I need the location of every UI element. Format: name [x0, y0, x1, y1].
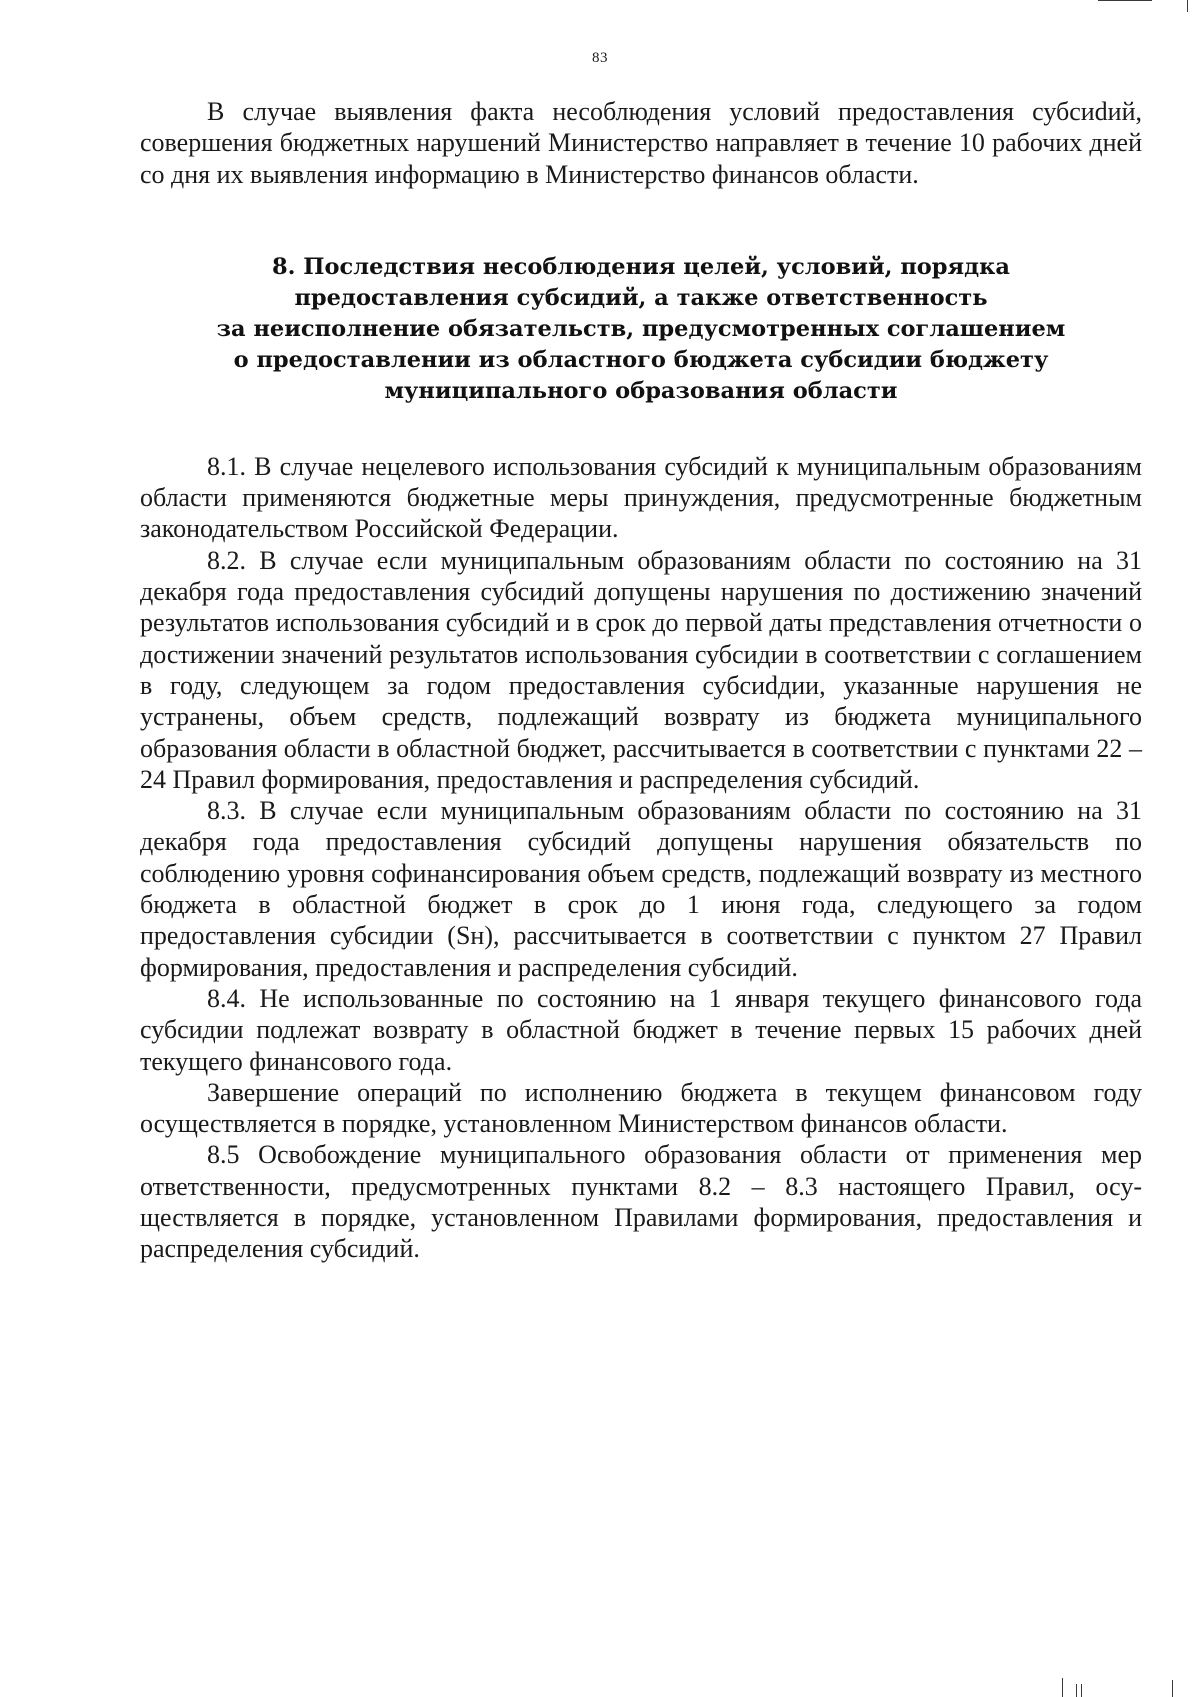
- paragraph-8-5: 8.5 Освобождение муниципального образования области от применения мер ответственности, предусмотренных пунктами 8.2 – 8.3 настоящего Правил, осуществляется в порядке, установленном Правилами формирования, предоставления и распределения субсидий.: [140, 1140, 1142, 1264]
- section-heading-line: муниципального образования области: [384, 377, 898, 404]
- scan-edge-mark: [1098, 0, 1152, 1]
- scan-edge-mark: [1081, 1684, 1082, 1697]
- paragraph-8-1: 8.1. В случае нецелевого использования субсидий к муниципальным образованиям области применяются бюджетные меры принуждения, предусмотренные бюджетным законодательством Российской Федерации.: [140, 451, 1142, 544]
- scan-edge-mark: [1062, 1678, 1063, 1697]
- paragraph-budget-completion: Завершение операций по исполнению бюджета в текущем финансовом году осуществляется в порядке, установленном Министерством финансов области.: [140, 1077, 1142, 1139]
- scan-edge-mark: [1187, 0, 1188, 12]
- page-number: 83: [592, 50, 608, 66]
- paragraph-8-2: 8.2. В случае если муниципальным образованиям области по состоянию на 31 декабря года предоставления субсидий допущены нарушения по достижению значений результатов использования субсидий и в срок до первой даты представления отчетности о достижении значений результатов использования субсидии в соответствии с соглашением в году, следующем за годом предоставления субсиdдии, указанные нарушения не устранены, объем средств, подлежащий возврату из бюджета муниципального образования области в областной бюджет, рассчитывается в соответствии с пунктами 22 – 24 Правил формирования, предоставления и распределения субсидий.: [140, 545, 1142, 794]
- section-heading-line: за неисполнение обязательств, предусмотренных соглашением: [216, 315, 1066, 342]
- section-heading-line: о предоставлении из областного бюджета субсидии бюджету: [233, 346, 1049, 373]
- document-body: [140, 96, 1142, 1265]
- paragraph-8-4: 8.4. Не использованные по состоянию на 1 января текущего финансового года субсидии подлежат возврату в областной бюджет в течение первых 15 рабочих дней текущего финансового года.: [140, 983, 1142, 1076]
- paragraph-8-3: 8.3. В случае если муниципальным образованиям области по состоянию на 31 декабря года предоставления субсидий допущены нарушения обязательств по соблюдению уровня софинансирования объем средств, подлежащий возврату из местного бюджета в областной бюджет в срок до 1 июня года, следующего за годом предоставления субсидии (Sн), рассчитывается в соответствии с пунктом 27 Правил формирования, предоставления и распределения субсидий.: [140, 796, 1142, 982]
- section-heading-line: предоставления субсидий, а также ответственность: [294, 284, 988, 311]
- scan-edge-mark: [1076, 1684, 1077, 1697]
- intro-paragraph: В случае выявления факта несоблюдения условий предоставления субсиdий, совершения бюджетных нарушений Министерство направляет в течение 10 рабочих дней со дня их выявления информацию в Министерство финансов области.: [140, 97, 1142, 189]
- section-heading-line: 8. Последствия несоблюдения целей, условий, порядка: [271, 253, 1010, 280]
- scan-edge-mark: [1172, 1680, 1173, 1697]
- section-heading: [140, 252, 1142, 407]
